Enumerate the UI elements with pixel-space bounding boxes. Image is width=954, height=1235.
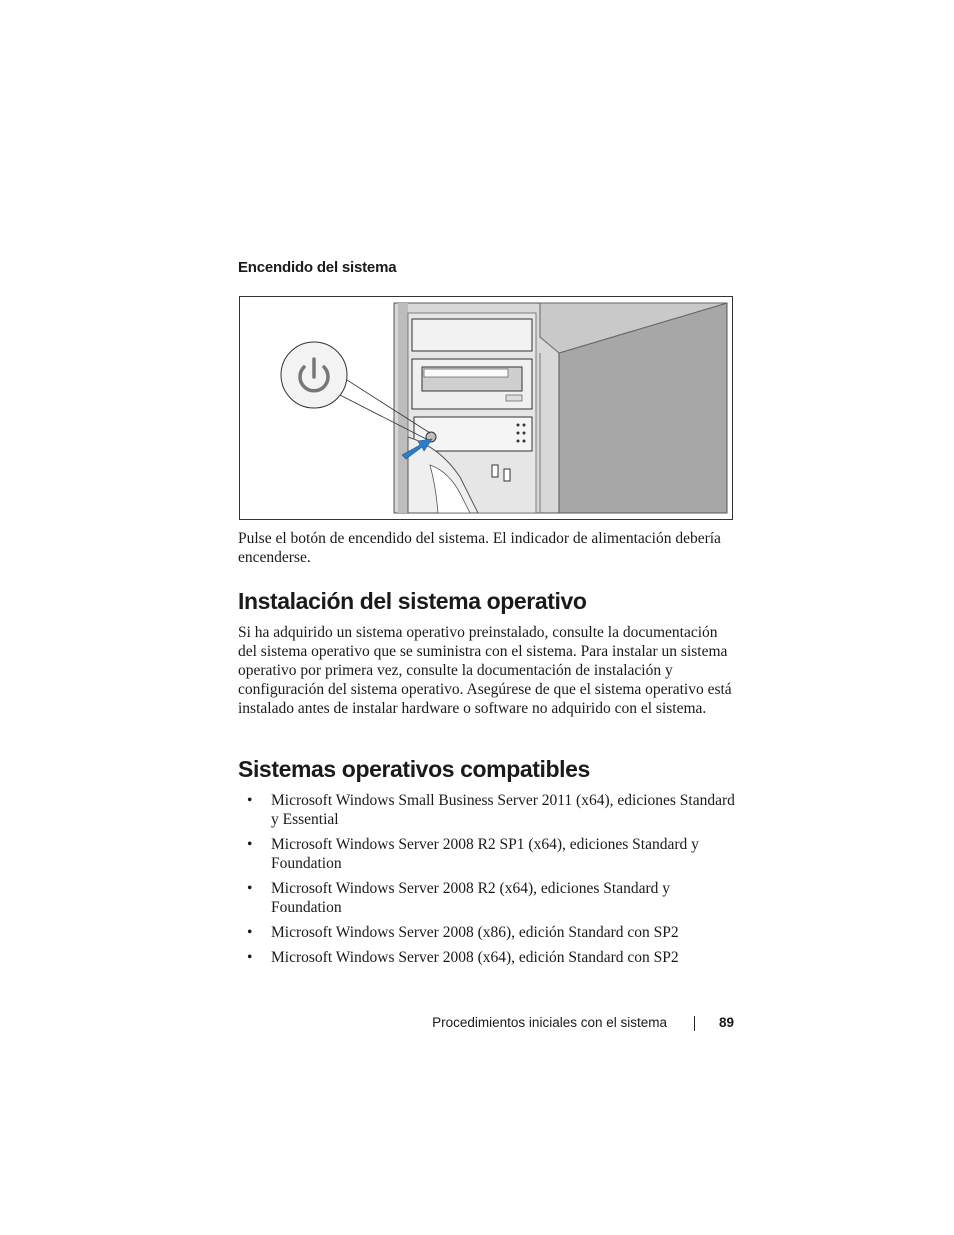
list-item: • Microsoft Windows Server 2008 R2 (x64), ediciones Standard y Foundation: [247, 880, 671, 916]
list-item: • Microsoft Windows Small Business Server 2011 (x64), ediciones Standard y Essential: [247, 792, 735, 828]
usb-port: [504, 469, 510, 481]
list-item: • Microsoft Windows Server 2008 (x86), edición Standard con SP2: [247, 924, 679, 941]
compatible-heading: Sistemas operativos compatibles: [238, 756, 590, 782]
section-subheading: Encendido del sistema: [238, 259, 397, 276]
drive-bay-top: [412, 319, 532, 351]
footer-title: Procedimientos iniciales con el sistema: [432, 1015, 667, 1030]
usb-port: [492, 465, 498, 477]
page-footer: [238, 1015, 735, 1035]
list-item: • Microsoft Windows Server 2008 R2 SP1 (x64), ediciones Standard y Foundation: [247, 836, 699, 872]
power-on-illustration: [239, 296, 733, 520]
power-on-paragraph: Pulse el botón de encendido del sistema. El indicador de alimentación debería encenderse.: [238, 530, 721, 566]
page-number: 89: [718, 1015, 734, 1030]
compatible-os-list: [238, 791, 738, 973]
install-paragraph: Si ha adquirido un sistema operativo preinstalado, consulte la documentación del sistema operativo que se suministra con el sistema. Para instalar un sistema operativo por primera vez, consulte la documentación de instalación y configuración del sistema operativo. Asegúrese de que el sistema operativo está instalado antes de instalar hardware o software no adquirido con el sistema.: [238, 624, 732, 717]
list-item: • Microsoft Windows Server 2008 (x64), edición Standard con SP2: [247, 949, 679, 966]
install-heading: Instalación del sistema operativo: [238, 588, 587, 614]
footer-separator: [694, 1016, 695, 1031]
